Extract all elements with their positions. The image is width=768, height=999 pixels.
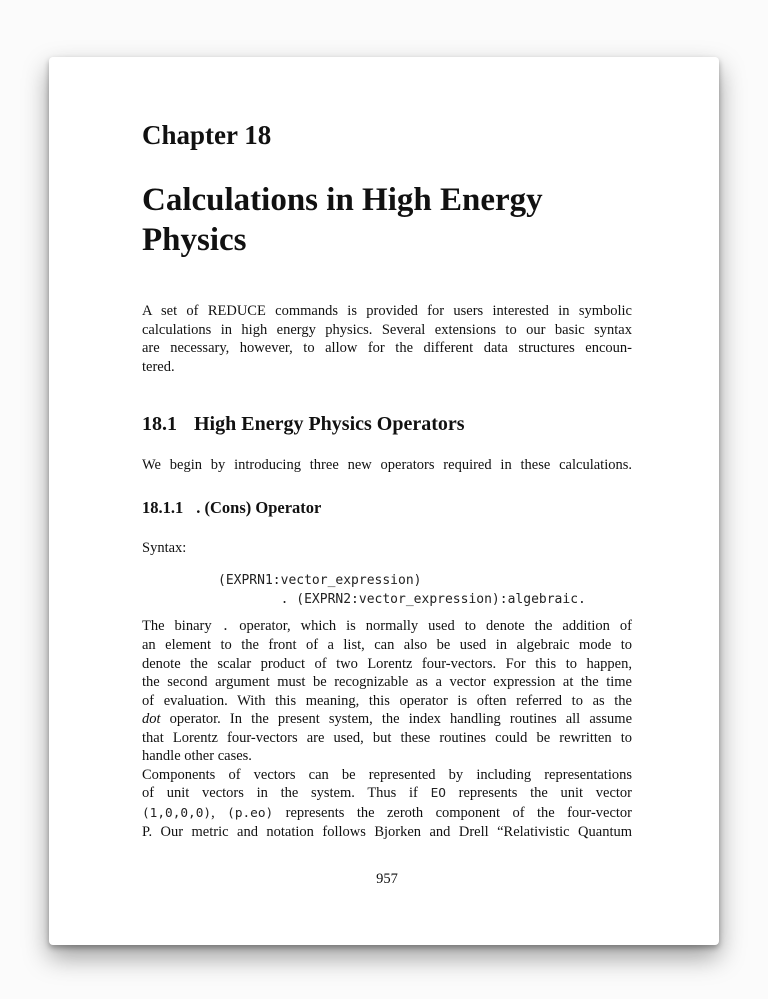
subsection-number: 18.1.1 [142, 497, 184, 517]
text-line: P. Our metric and notation follows Bjorken and Drell “Relativistic Quantum [142, 824, 632, 841]
text-line: Calculations in High Energy [142, 182, 543, 218]
chapter-number: Chapter 18 [142, 120, 272, 150]
dot-operator-paragraph [142, 617, 632, 766]
text-line: (EXPRN1:vector_expression) [218, 572, 422, 588]
text-line: dot operator. In the present system, the index handling routines all assume [142, 711, 632, 728]
document-page [49, 57, 719, 945]
syntax-label: Syntax: [142, 540, 187, 557]
syntax-code-block [142, 571, 632, 609]
text-line: are necessary, however, to allow for the different data structures encoun- [142, 340, 632, 356]
text-line: Components of vectors can be represented by including representations [142, 766, 632, 783]
text-line: of unit vectors in the system. Thus if EO represents the unit vector [142, 785, 633, 802]
section-number: 18.1 [142, 413, 177, 435]
section-heading [142, 412, 632, 436]
page-number: 957 [376, 870, 398, 887]
vector-components-paragraph [142, 766, 632, 842]
text-line: Physics [142, 222, 247, 258]
text-line: handle other cases. [142, 748, 252, 765]
section-lead-paragraph: We begin by introducing three new operators required in these calculations. [142, 457, 632, 473]
text-line: denote the scalar product of two Lorentz four-vectors. For this to happen, [142, 655, 632, 672]
subsection-title: . (Cons) Operator [196, 497, 322, 517]
section-title: High Energy Physics Operators [194, 413, 465, 435]
subsection-heading [142, 497, 632, 518]
text-line: tered. [142, 358, 175, 375]
text-line: that Lorentz four-vectors are used, but these routines could be rewritten to [142, 729, 632, 746]
text-line: an element to the front of a list, can also be used in algebraic mode to [142, 637, 632, 654]
text-line: (1,0,0,0), (p.eo) represents the zeroth component of the four-vector [142, 804, 632, 821]
text-line: calculations in high energy physics. Several extensions to our basic syntax [142, 321, 632, 338]
text-line: of evaluation. With this meaning, this operator is often referred to as the [142, 692, 632, 709]
text-line: the second argument must be recognizable as a vector expression at the time [142, 674, 632, 691]
text-line: . (EXPRN2:vector_expression):algebraic. [218, 591, 586, 607]
text-line: A set of REDUCE commands is provided for users interested in symbolic [142, 303, 632, 319]
intro-paragraph [142, 302, 632, 376]
text-line: The binary . operator, which is normally used to denote the addition of [142, 617, 632, 634]
chapter-title [142, 180, 632, 260]
